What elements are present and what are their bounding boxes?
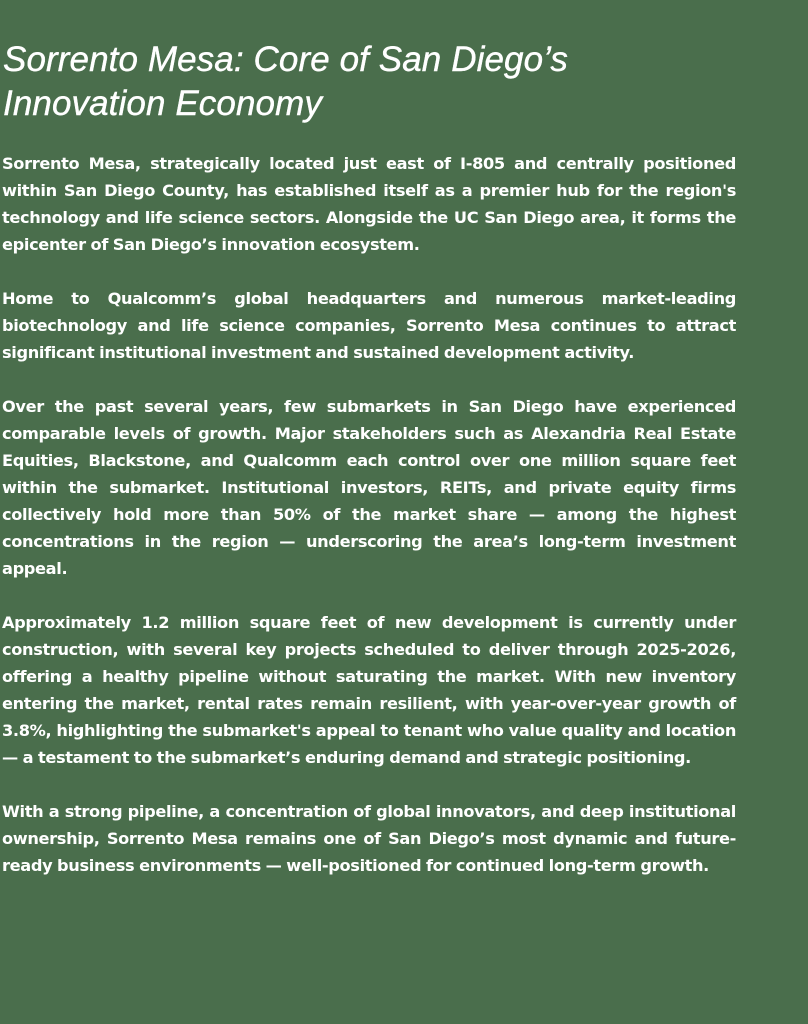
paragraph-companies: Home to Qualcomm’s global headquarters and numerous market-leading biotechnology and life science companies, Sorrento Mesa continues to attract significant institutional investment and sustained development activity. <box>2 289 736 362</box>
document <box>2 38 736 879</box>
paragraph-conclusion: With a strong pipeline, a concentration of global innovators, and deep institutional ownership, Sorrento Mesa remains one of San Diego’s most dynamic and future-ready business environments — well-positioned for continued long-term growth. <box>2 802 736 875</box>
page-title: Sorrento Mesa: Core of San Diego’s Innovation Economy <box>3 40 568 123</box>
paragraph-intro: Sorrento Mesa, strategically located just east of I-805 and centrally positioned within San Diego County, has established itself as a premier hub for the region's technology and life science sectors. Alongside the UC San Diego area, it forms the epicenter of San Diego’s innovation ecosystem. <box>2 154 736 254</box>
paragraph-development: Approximately 1.2 million square feet of new development is currently under construction, with several key projects scheduled to deliver through 2025-2026, offering a healthy pipeline without saturating the market. With new inventory entering the market, rental rates remain resilient, with year-over-year growth of 3.8%, highlighting the submarket's appeal to tenant who value quality and location — a testament to the submarket’s enduring demand and strategic positioning. <box>2 613 736 767</box>
body-text <box>2 150 736 879</box>
paragraph-growth: Over the past several years, few submarkets in San Diego have experienced comparable levels of growth. Major stakeholders such as Alexandria Real Estate Equities, Blackstone, and Qualcomm each control over one million square feet within the submarket. Institutional investors, REITs, and private equity firms collectively hold more than 50% of the market share — among the highest concentrations in the region — underscoring the area’s long-term investment appeal. <box>2 397 736 578</box>
